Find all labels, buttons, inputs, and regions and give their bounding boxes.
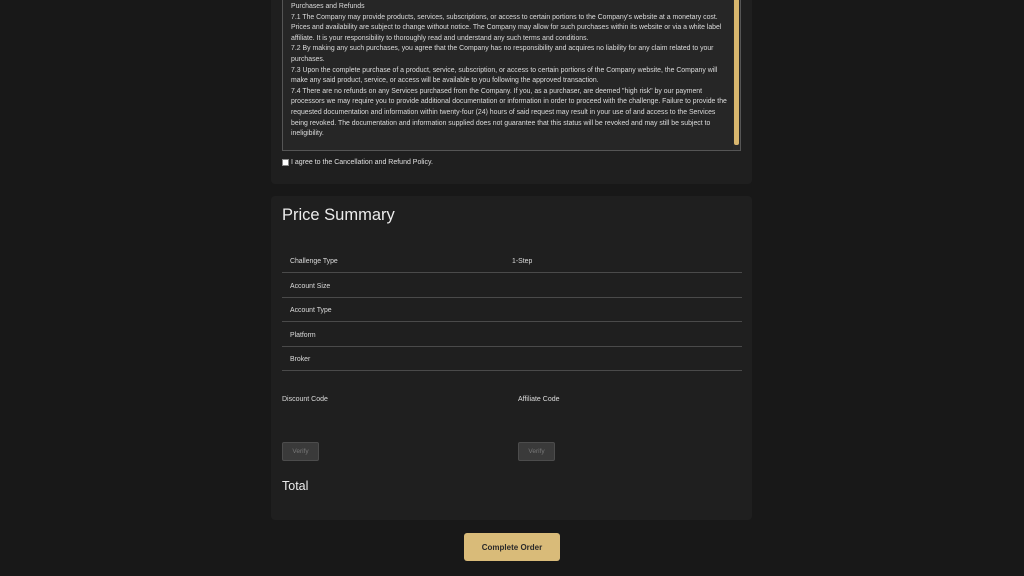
refund-policy-text [291,2,729,140]
affiliate-code-label: Affiliate Code [518,396,560,403]
agree-policy-row[interactable] [282,159,433,166]
policy-heading: Purchases and Refunds [291,3,365,10]
summary-row-challenge-type [282,248,742,273]
price-summary-title: Price Summary [282,206,395,224]
summary-row-account-type [282,297,742,322]
policy-paragraph-7-2: 7.2 By making any such purchases, you agree that the Company has no responsibility and acquires no liability for any claim related to your purchases. [291,45,714,63]
summary-row-label: Account Type [290,307,332,314]
agree-policy-label: I agree to the Cancellation and Refund Policy. [291,159,433,166]
policy-paragraph-7-1: 7.1 The Company may provide products, services, subscriptions, or access to certain portions to the Company's website at a monetary cost. Prices and availability are subject to change without notice. The Company may allow for such purchases within its website or via a white label affiliate. It is your responsibility to thoroughly read and understand any such terms and conditions. [291,13,722,42]
refund-policy-textbox[interactable] [282,0,741,151]
complete-order-button[interactable]: Complete Order [464,533,560,561]
summary-row-label: Platform [290,332,316,339]
summary-row-broker [282,346,742,371]
verify-discount-button[interactable]: Verify [282,442,319,461]
verify-affiliate-button[interactable]: Verify [518,442,555,461]
policy-paragraph-7-4: 7.4 There are no refunds on any Services purchased from the Company. If you, as a purchaser, are deemed "high risk" by our payment processors we may require you to provide additional documentation or information in order to proceed with the challenge. Failure to provide the requested documentation and information within twenty-four (24) hours of said request may result in your use of and access to the Services being revoked. The documentation and information supplied does not guarantee that this status will be revoked and may still be subject to ineligibility. [291,87,727,138]
agree-policy-checkbox[interactable] [282,159,289,166]
summary-row-label: Challenge Type [290,258,338,265]
discount-code-label: Discount Code [282,396,328,403]
refund-policy-card [271,0,752,184]
policy-scrollbar[interactable] [733,0,740,151]
summary-row-value: 1-Step [512,258,533,265]
policy-paragraph-7-3: 7.3 Upon the complete purchase of a product, service, subscription, or access to certain portions of the Company website, the Company will make any said product, service, or access will be available to you following the approved transaction. [291,66,718,85]
summary-row-label: Account Size [290,283,331,290]
summary-row-label: Broker [290,356,311,363]
summary-row-account-size [282,273,742,298]
summary-row-platform [282,322,742,347]
price-summary-card [271,196,752,520]
total-label: Total [282,479,309,493]
policy-scroll-thumb[interactable] [734,0,739,145]
